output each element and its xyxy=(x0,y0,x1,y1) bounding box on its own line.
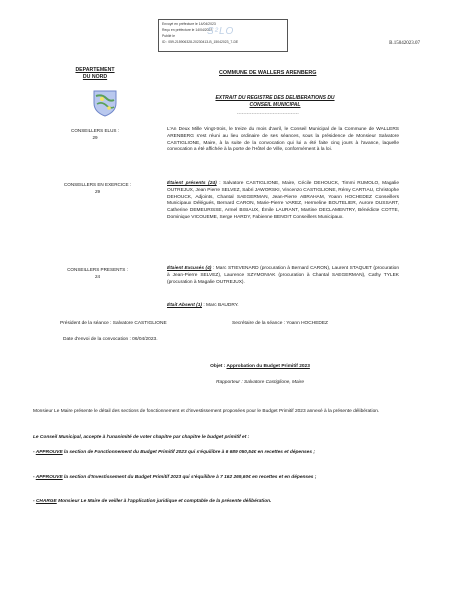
item2-text: la section d'Investissement du Budget Primitif 2023 qui s'équilibre à 7 162 269,60€ en recettes et en dépenses ; xyxy=(62,475,317,480)
decision-paragraph: Le Conseil Municipal, accepte à l'unanimité de voter chapitre par chapitre le budget primitif et : xyxy=(33,435,250,440)
presents-label: CONSEILLERS PRESENTS : xyxy=(67,267,128,272)
commune-coat-of-arms-logo xyxy=(90,88,120,118)
presents-paragraph xyxy=(167,181,399,222)
elus-count: 29 xyxy=(92,135,98,140)
absents-heading: Était Absent (1) xyxy=(167,303,203,308)
stamp-line-id: ID : 059-215906328-20230413-B_15042023_7-DE xyxy=(162,40,239,44)
elus-label-block xyxy=(60,127,130,141)
excuses-list: : Marc STIEVENARD (procuration à Bernard CARON), Laurent STAQUET (procuration à Jean-Pierre SELVEZ), Laurence SZYMONIAK (procuration à Chantal SAEGERMAN), Cathy TYLEK (procuration à Magalie OUTREJUX). xyxy=(167,266,399,285)
stamp-line-published: Publié le xyxy=(162,34,176,38)
stamp-line-sent: Envoyé en préfecture le 14/04/2023 xyxy=(162,22,216,26)
item2-prefix: - xyxy=(33,475,36,480)
prefecture-stamp xyxy=(158,19,288,52)
department-line1: DEPARTEMENT xyxy=(75,67,115,73)
item3-prefix: - xyxy=(33,499,36,504)
object-prefix: Objet : xyxy=(210,364,227,369)
item3-verb: CHARGE xyxy=(35,499,57,504)
excuses-paragraph xyxy=(167,266,399,286)
approve-fonctionnement-item xyxy=(33,450,416,457)
rapporteur: Rapporteur : Salvatore Castiglione, Maire xyxy=(216,380,304,385)
absents-list: : Marc BAUDRY. xyxy=(202,303,239,308)
extract-title xyxy=(211,95,339,109)
intro-paragraph: L'An Deux Mille Vingt-trois, le treize du mois d'avril, le Conseil Municipal de la Commune de WALLERS ARENBERG s'est réuni au lieu ordinaire de ses séances, sous la présidence de Monsieur Salvatore CASTIGLIONE, Maire, à la suite de la convocation qui lui a été faite cinq jours à l'avance, laquelle convocation a été affichée à la porte de l'Hôtel de Ville, conformément à la loi. xyxy=(167,127,399,153)
presentation-paragraph: Monsieur Le Maire présente le détail des sections de fonctionnement et d'investissement proposées pour le Budget Primitif 2023 annexé à la présente délibération. xyxy=(33,409,380,414)
item3-text: Monsieur Le Maire de veiller à l'application juridique et comptable de la présente délibération. xyxy=(56,499,272,504)
absents-paragraph xyxy=(167,303,399,310)
item1-prefix: - xyxy=(33,450,36,455)
stamp-watermark: S²LO xyxy=(207,26,235,37)
presents-heading: Étaient présents (24) xyxy=(167,181,217,186)
session-secretary: Secrétaire de la séance : Yoann HOCHEDEZ xyxy=(232,321,328,326)
deliberation-object xyxy=(150,364,370,369)
exercice-count: 29 xyxy=(94,189,101,194)
extract-line2: CONSEIL MUNICIPAL xyxy=(249,102,301,108)
presents-list: : Salvatore CASTIGLIONE, Maire, Cécile DEHOUCK, Timmi RUMOLO, Magalie OUTREJUX, Jean Pierre SELVEZ, Sabri JAWORSKI, Vincenzo CASTIGLIONE, Rémy CARTIAU, Christophe DEHOUCK, Adjoints, Chantal SAEGERMAN, Jean-Pierre ABRAHAM, Yoann HOCHEDEZ Conseillers Municipaux Délégués, Bernard CARON, Marie-Pierre VAREZ, Hermeline BOUTELIER, Aurore DUSSART, Catherine DEMEURISSE, Armel BISIAUX, Émile LAURANT, Martine DECLAMENTRY, Bénédicte COTTE, Dominique VICOUEME, Serge HARDY, Fabienne BENOIT Conseillers Municipaux. xyxy=(167,181,399,220)
stamp-line-received: Reçu en préfecture le 14/04/2023 xyxy=(162,28,213,32)
elus-label: CONSEILLERS ELUS : xyxy=(71,128,119,133)
commune-title: COMMUNE DE WALLERS ARENBERG xyxy=(219,70,317,76)
excuses-heading: Étaient Excusés (4) xyxy=(167,266,212,271)
item1-verb: APPROUVE xyxy=(35,450,63,455)
charge-maire-item xyxy=(33,499,416,506)
presents-count: 24 xyxy=(94,274,101,279)
presents-label-block xyxy=(55,266,140,280)
item1-text: la section de Fonctionnement du Budget Primitif 2023 qui s'équilibre à 6 689 050,54€ en recettes et dépenses ; xyxy=(62,450,315,455)
department-line2: DU NORD xyxy=(82,74,108,80)
object-title: Approbation du Budget Primitif 2023 xyxy=(226,364,310,369)
approve-investissement-item xyxy=(33,475,416,482)
exercice-label: CONSEILLERS EN EXERCICE : xyxy=(63,182,132,187)
document-reference: B.15042023.07 xyxy=(389,41,420,46)
exercice-label-block xyxy=(55,181,140,195)
department-heading xyxy=(60,67,130,81)
extract-line1: EXTRAIT DU REGISTRE DES DELIBERATIONS DU xyxy=(215,95,335,101)
item2-verb: APPROUVE xyxy=(35,475,63,480)
convocation-date: Date d'envoi de la convocation : 06/04/2023. xyxy=(63,337,158,342)
session-president: Président de la séance : Salvatore CASTIGLIONE xyxy=(60,321,167,326)
header-separator: -------------------------------------- xyxy=(237,110,300,115)
